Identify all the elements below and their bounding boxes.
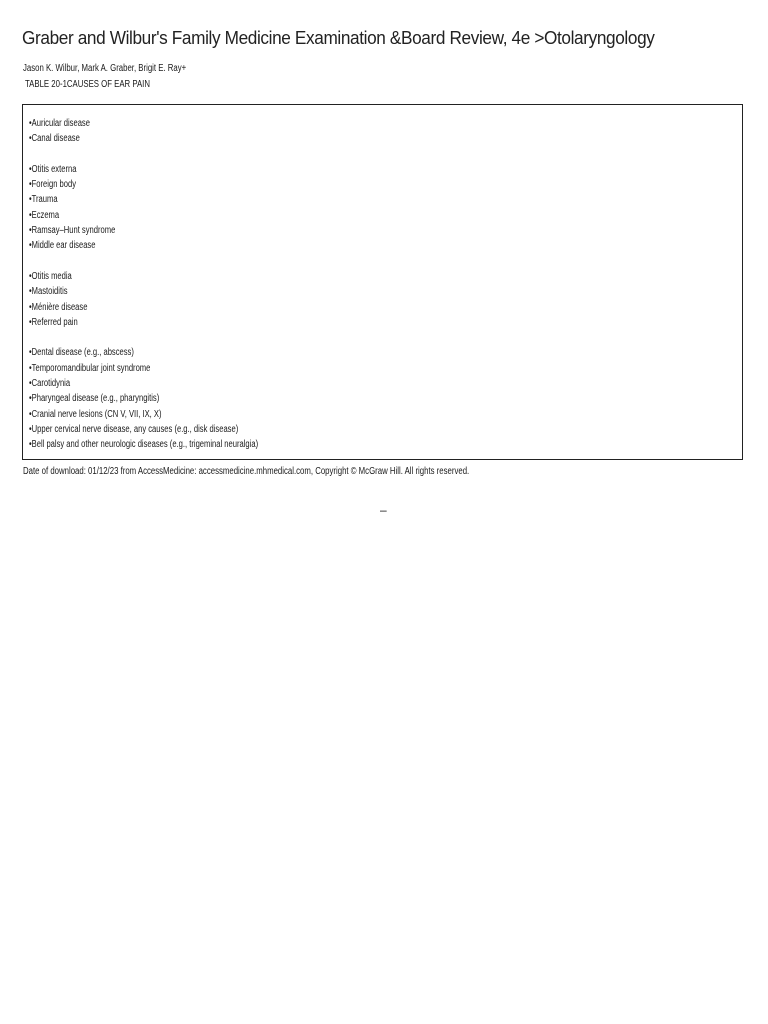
table-item-list [29,116,330,453]
page-mark: – [380,503,387,517]
list-item: •Middle ear disease [29,240,96,252]
list-item: •Ramsay–Hunt syndrome [29,225,116,237]
list-item: •Dental disease (e.g., abscess) [29,347,134,359]
list-item: •Cranial nerve lesions (CN V, VII, IX, X) [29,408,162,420]
list-item: •Otitis media [29,270,72,282]
download-note: Date of download: 01/12/23 from AccessMedicine: accessmedicine.mhmedical.com, Copyright © McGraw Hill. All rights reserved. [23,466,470,477]
list-item: •Referred pain [29,316,78,328]
list-item: •Mastoiditis [29,286,68,298]
list-item: •Eczema [29,209,60,221]
list-item: •Otitis externa [29,163,77,175]
list-item: •Trauma [29,194,58,206]
list-item: •Upper cervical nerve disease, any causes (e.g., disk disease) [29,423,239,435]
list-item: •Bell palsy and other neurologic diseases (e.g., trigeminal neuralgia) [29,439,259,451]
list-item: •Canal disease [29,133,80,145]
list-spacer [29,254,258,269]
list-item: •Pharyngeal disease (e.g., pharyngitis) [29,393,160,405]
table-caption: TABLE 20-1CAUSES OF EAR PAIN [25,79,150,90]
list-item: •Ménière disease [29,301,88,313]
list-item: •Auricular disease [29,118,90,129]
list-item: •Temporomandibular joint syndrome [29,362,151,374]
list-item: •Foreign body [29,179,77,191]
page-title: Graber and Wilbur's Family Medicine Examination &Board Review, 4e >Otolaryngology [22,27,655,48]
ear-pain-table [22,104,743,460]
list-spacer [29,147,258,162]
list-spacer [29,330,258,345]
list-item: •Carotidynia [29,378,71,390]
authors-line: Jason K. Wilbur, Mark A. Graber, Brigit E. Ray+ [23,63,187,74]
